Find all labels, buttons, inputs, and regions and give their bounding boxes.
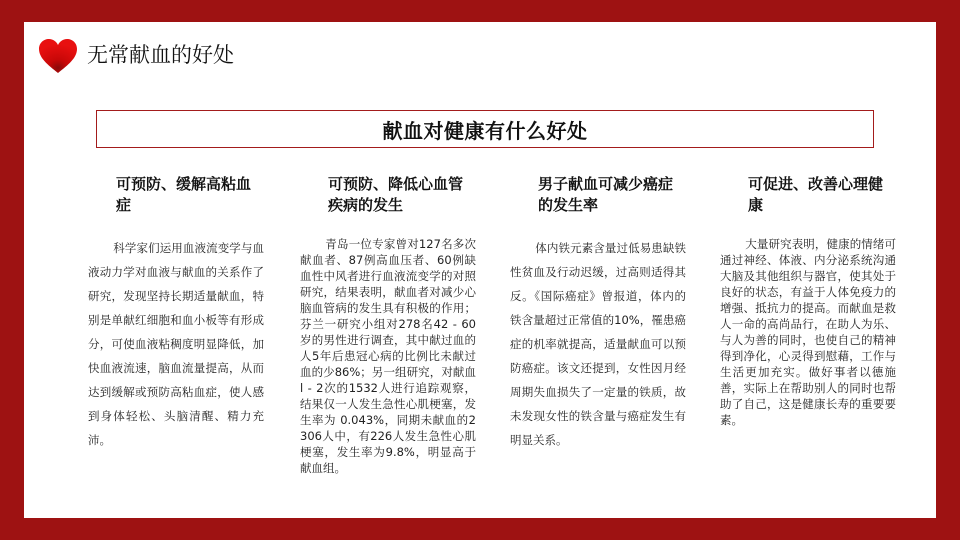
column-body: 青岛一位专家曾对127名多次献血者、87例高血压者、60例缺血性中风者进行血液流变学的对照研究，结果表明，献血者对减少心脑血管病的发生具有积极的作用；芬兰一研究小组对278名42 - 60岁的男性进行调查，其中献过血的人5年后患冠心病的比例比未献过血的少86%；另一组研究，对献血l - 2次的1532人进行追踪观察，结果仅一人发生急性心肌梗塞，发生率为 0.043%，同期未献血的2306人中，有226人发生急性心肌梗塞，发生率为9.8%，明显高于献血组。 xyxy=(300,237,476,475)
column-heading: 可预防、缓解高粘血症 xyxy=(116,175,252,214)
column-body: 体内铁元素含量过低易患缺铁性贫血及行动迟缓，过高则适得其反。《国际癌症》曾报道，体内的铁含量超过正常值的10%，罹患癌症的机率就提高，适量献血可以预防癌症。该文还提到，女性因月经周期失血损失了一定量的铁质，故未发现女性的铁含量与癌症发生有明显关系。 xyxy=(510,241,686,447)
benefit-column-1 xyxy=(88,174,264,452)
section-banner xyxy=(96,110,874,148)
benefit-column-4 xyxy=(720,174,896,428)
column-heading: 可预防、降低心血管疾病的发生 xyxy=(328,175,464,214)
banner-title: 献血对健康有什么好处 xyxy=(382,118,588,143)
slide-frame xyxy=(24,22,936,518)
column-heading: 可促进、改善心理健康 xyxy=(748,175,884,214)
column-heading: 男子献血可减少癌症的发生率 xyxy=(538,175,674,214)
column-body: 大量研究表明，健康的情绪可通过神经、体液、内分泌系统沟通大脑及其他组织与器官，使其处于良好的状态，有益于人体免疫力的增强、抵抗力的提高。而献血是救人一命的高尚品行，在助人为乐、与人为善的同时，也使自己的精神得到净化，心灵得到慰藉，工作与生活更加充实。做好事者以德施善，实际上在帮助别人的同时也帮助了自己，这是健康长寿的重要要素。 xyxy=(720,237,896,427)
page-title: 无常献血的好处 xyxy=(87,43,234,67)
column-body: 科学家们运用血液流变学与血液动力学对血液与献血的关系作了研究，发现坚持长期适量献血，特别是单献红细胞和血小板等有形成分，可使血液粘稠度明显降低，加快血液流速，脑血流量提高，从而达到缓解或预防高粘血症，使人感到身体轻松、头脑清醒、精力充沛。 xyxy=(88,241,264,447)
heart-icon xyxy=(38,38,78,74)
benefit-column-2 xyxy=(300,174,476,476)
benefit-column-3 xyxy=(510,174,686,452)
